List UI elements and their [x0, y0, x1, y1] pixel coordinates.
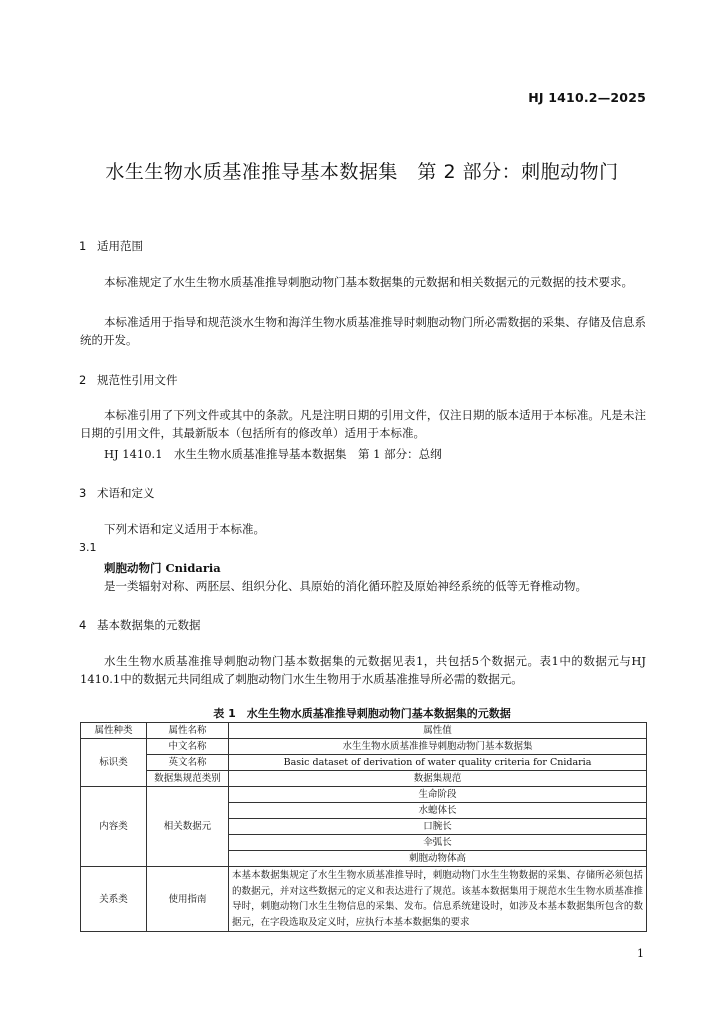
- attribute-value-cell: 伞弧长: [229, 835, 647, 851]
- attribute-name-cell: 中文名称: [147, 739, 229, 755]
- document-code: HJ 1410.2—2025: [528, 90, 646, 105]
- table-row: [81, 755, 647, 771]
- attribute-name-cell: 数据集规范类别: [147, 771, 229, 787]
- section-title: 适用范围: [97, 239, 143, 253]
- attribute-value-cell: 生命阶段: [229, 787, 647, 803]
- section-title: 基本数据集的元数据: [97, 618, 201, 632]
- attribute-name-cell: 英文名称: [147, 755, 229, 771]
- section-2-paragraph-1: 本标准引用了下列文件或其中的条款。凡是注明日期的引用文件，仅注日期的版本适用于本标准。凡是未注日期的引用文件，其最新版本（包括所有的修改单）适用于本标准。: [80, 408, 646, 440]
- term-definition: 是一类辐射对称、两胚层、组织分化、具原始的消化循环腔及原始神经系统的低等无脊椎动物。: [104, 579, 587, 593]
- section-1-paragraph-1: 本标准规定了水生生物水质基准推导刺胞动物门基本数据集的元数据和相关数据元的元数据的技术要求。: [104, 275, 633, 289]
- section-number: 1: [79, 239, 87, 253]
- attribute-value-cell: 数据集规范: [229, 771, 647, 787]
- terms-intro: 下列术语和定义适用于本标准。: [104, 522, 265, 536]
- term-name: 刺胞动物门 Cnidaria: [104, 561, 221, 575]
- term-number: 3.1: [79, 541, 97, 554]
- table-row: [81, 771, 647, 787]
- header-cell: 属性名称: [147, 723, 229, 739]
- category-cell: 标识类: [81, 739, 147, 787]
- document-title: 水生生物水质基准推导基本数据集 第 2 部分：刺胞动物门: [105, 161, 619, 183]
- section-4-paragraph-1: 水生生物水质基准推导刺胞动物门基本数据集的元数据见表1，共包括5个数据元。表1中的数据元与HJ 1410.1中的数据元共同组成了刺胞动物门水生生物用于水质基准推导所必需的数据元。: [80, 654, 646, 686]
- attribute-value-cell: 水螅体长: [229, 803, 647, 819]
- table-header-row: [81, 723, 647, 739]
- attribute-value-cell: Basic dataset of derivation of water quality criteria for Cnidaria: [229, 755, 647, 771]
- section-number: 2: [79, 373, 87, 387]
- section-4-heading: [79, 617, 201, 633]
- metadata-table: [80, 722, 647, 932]
- attribute-value-cell: 本基本数据集规定了水生生物水质基准推导时，刺胞动物门水生生物数据的采集、存储所必须包括的数据元，并对这些数据元的定义和表达进行了规范。该基本数据集用于规范水生生物水质基准推导时，刺胞动物门水生生物信息的采集、发布。信息系统建设时，如涉及本基本数据集所包含的数据元，在字段选取及定义时，应执行本基本数据集的要求: [229, 867, 647, 932]
- attribute-value-cell: 刺胞动物体高: [229, 851, 647, 867]
- section-title: 术语和定义: [97, 486, 155, 500]
- table-row: [81, 867, 647, 932]
- section-1-heading: [79, 238, 143, 254]
- header-cell: 属性值: [229, 723, 647, 739]
- table-row: [81, 787, 647, 803]
- section-number: 3: [79, 486, 87, 500]
- attribute-value-cell: 口腕长: [229, 819, 647, 835]
- page-number: 1: [637, 947, 644, 960]
- attribute-name-cell: 使用指南: [147, 867, 229, 932]
- table-caption: 表 1 水生生物水质基准推导刺胞动物门基本数据集的元数据: [213, 707, 511, 720]
- table-row: [81, 739, 647, 755]
- section-title: 规范性引用文件: [97, 373, 178, 387]
- header-cell: 属性种类: [81, 723, 147, 739]
- normative-reference: HJ 1410.1 水生生物水质基准推导基本数据集 第 1 部分：总纲: [104, 447, 442, 461]
- section-number: 4: [79, 618, 87, 632]
- section-3-heading: [79, 485, 155, 501]
- attribute-name-cell: 相关数据元: [147, 787, 229, 867]
- section-2-heading: [79, 372, 178, 388]
- section-1-paragraph-2: 本标准适用于指导和规范淡水生物和海洋生物水质基准推导时刺胞动物门所必需数据的采集、存储及信息系统的开发。: [80, 315, 646, 347]
- category-cell: 内容类: [81, 787, 147, 867]
- attribute-value-cell: 水生生物水质基准推导刺胞动物门基本数据集: [229, 739, 647, 755]
- category-cell: 关系类: [81, 867, 147, 932]
